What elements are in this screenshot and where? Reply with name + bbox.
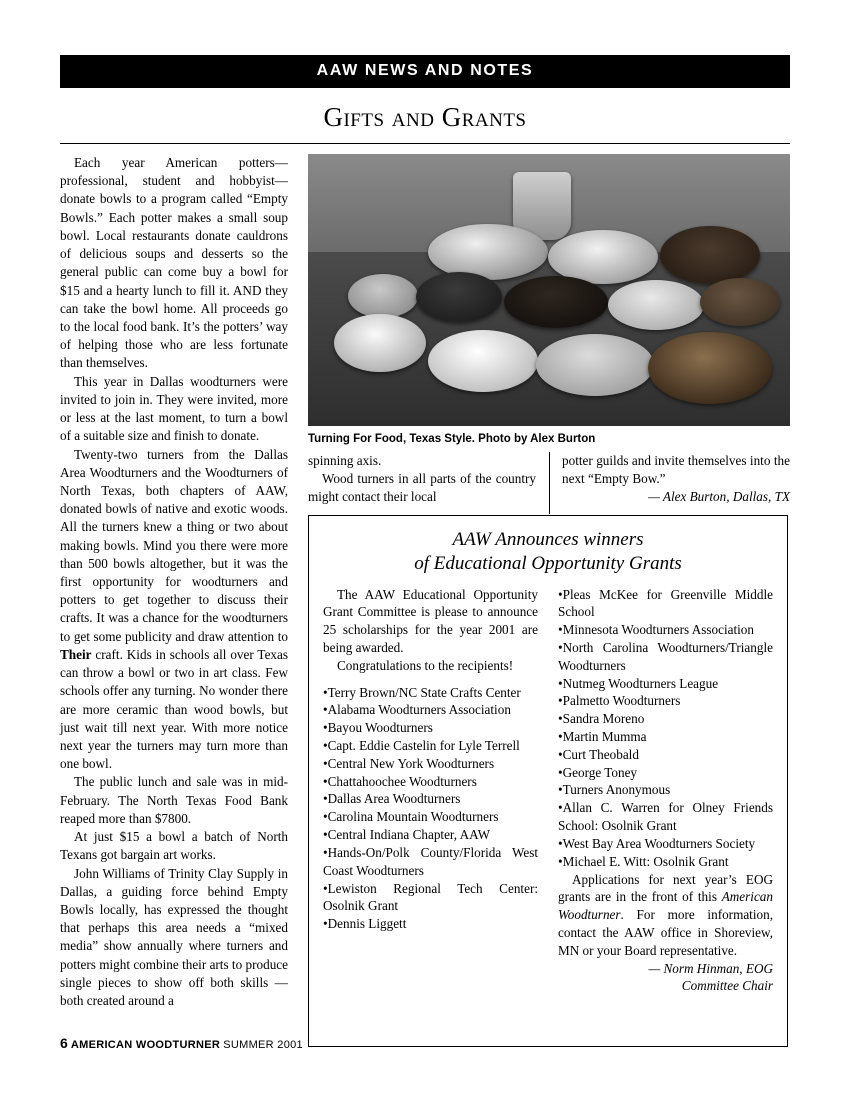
recipient-name: Capt. Eddie Castelin for Lyle Terrell	[327, 738, 520, 753]
recipient-name: Sandra Moreno	[562, 711, 645, 727]
recipient-name: Nutmeg Woodturners League	[562, 675, 719, 691]
bowls-photo	[308, 154, 790, 426]
masthead-bar	[60, 55, 790, 88]
continuation-text: potter guilds and invite themselves into the next “Empty Bow.”	[562, 453, 790, 487]
eog-closing-part2: . For more information, contact the AAW office in Shoreview, MN or your Board representative.	[558, 907, 773, 958]
recipient-item: •Terry Brown/NC State Crafts Center	[323, 684, 521, 700]
recipient-name: Chattahoochee Woodturners	[327, 773, 477, 789]
recipient-item: •Pleas McKee for Greenville Middle School	[558, 586, 773, 620]
continuation-left	[308, 452, 536, 507]
recipient-name: North Carolina Woodturners/Triangle Woodturners	[558, 639, 773, 673]
article-byline: — Alex Burton, Dallas, TX	[648, 489, 790, 505]
issue-label: SUMMER 2001	[223, 1039, 303, 1051]
page-content	[60, 55, 790, 1009]
recipient-item: •West Bay Area Woodturners Society	[558, 835, 756, 851]
bowl-shape	[428, 224, 548, 280]
page-number: 6	[60, 1035, 68, 1051]
article-paragraph: The public lunch and sale was in mid-February. The North Texas Food Bank reaped more than $7800.	[60, 774, 288, 826]
recipient-item: •Dennis Liggett	[323, 916, 407, 932]
recipient-item: •Bayou Woodturners	[323, 720, 433, 736]
spacer	[323, 675, 538, 684]
eog-byline-line2: Committee Chair	[681, 978, 773, 994]
recipient-item: •Minnesota Woodturners Association	[558, 622, 754, 638]
bowl-shape	[504, 276, 608, 328]
page-title: Gifts and Grants	[323, 102, 527, 132]
recipient-name: Minnesota Woodturners Association	[562, 622, 754, 638]
continuation-right	[562, 452, 790, 507]
recipient-name: Bayou Woodturners	[327, 720, 433, 736]
recipient-item: •Capt. Eddie Castelin for Lyle Terrell	[323, 738, 520, 753]
article-paragraph-with-emphasis	[60, 446, 288, 774]
recipient-item: •Martin Mumma	[558, 729, 647, 744]
recipient-item: •Michael E. Witt: Osolnik Grant	[558, 853, 729, 869]
recipient-item: •Carolina Mountain Woodturners	[323, 809, 499, 825]
bowl-shape	[660, 226, 760, 284]
recipient-name: Hands-On/Polk County/Florida West Coast Woodturners	[323, 844, 538, 878]
recipient-item: •George Toney	[558, 764, 638, 780]
masthead-title: AAW NEWS AND NOTES	[316, 62, 534, 79]
photo-caption: Turning For Food, Texas Style. Photo by Alex Burton	[308, 433, 596, 445]
recipient-name: Terry Brown/NC State Crafts Center	[327, 684, 521, 700]
paragraph-tail: craft. Kids in schools all over Texas can throw a bowl or two in art class. Few schools offer any turning. No wonder there are more ceramic than wood bowls, but just wait till next year. With more notice next year the turners may turn more than one bowl.	[60, 646, 288, 772]
title-divider	[60, 143, 790, 144]
eog-byline-line1: — Norm Hinman, EOG	[648, 960, 773, 976]
article-right-area	[308, 154, 790, 518]
recipient-item: •Turners Anonymous	[558, 782, 671, 798]
recipient-item: •Lewiston Regional Tech Center: Osolnik Grant	[323, 880, 538, 914]
emphasis-word: Their	[60, 646, 92, 662]
recipient-name: Central New York Woodturners	[327, 755, 495, 771]
recipient-name: Michael E. Witt: Osolnik Grant	[562, 853, 729, 869]
eog-title-line2: of Educational Opportunity Grants	[414, 552, 682, 574]
article-paragraph: Each year American potters—professional, student and hobbyist—donate bowls to a program called “Empty Bowls.” Each potter makes a small soup bowl. Local restaurants donate cauldrons of delicious soups and desserts so the general public can come buy a bowl for $15 and a hearty lunch to fill it. AND they can take the bowl home. All proceeds go to the local food bank. It’s the potters’ way of helping those who are less fortunate than themselves.	[60, 155, 288, 371]
eog-congrats: Congratulations to the recipients!	[337, 657, 514, 673]
recipient-item: •Dallas Area Woodturners	[323, 791, 461, 807]
recipient-item: •Alabama Woodturners Association	[323, 702, 511, 718]
article-paragraph: At just $15 a bowl a batch of North Texans got bargain art works.	[60, 829, 288, 863]
column-divider	[549, 452, 550, 514]
recipient-item: •Sandra Moreno	[558, 711, 645, 727]
bowl-shape	[348, 274, 418, 318]
recipient-name: Dennis Liggett	[327, 916, 407, 932]
bowl-shape	[608, 280, 704, 330]
eog-box-title	[323, 528, 773, 576]
recipient-item: •North Carolina Woodturners/Triangle Woodturners	[558, 639, 773, 673]
eog-announcement-box	[308, 515, 788, 1047]
bowl-shape	[428, 330, 538, 392]
recipient-name: Carolina Mountain Woodturners	[327, 809, 499, 825]
recipient-item: •Hands-On/Polk County/Florida West Coast Woodturners	[323, 844, 538, 878]
continuation-text: spinning axis.	[308, 453, 382, 468]
recipient-name: Alabama Woodturners Association	[327, 702, 511, 718]
recipient-item: •Palmetto Woodturners	[558, 693, 681, 709]
bowl-shape	[700, 278, 780, 326]
paragraph-text: Twenty-two turners from the Dallas Area Woodturners and the Woodturners of North Texas, both chapters of AAW, donated bowls of native and exotic woods. All the turners knew a thing or two about making bowls. Mind you there were more than 500 bowls altogether, but it was the first opportunity for woodturners and potters to get together to discuss their crafts. It was a chance for the woodturners to get some publicity and draw attention to	[60, 446, 288, 644]
article-left-column	[60, 154, 288, 1010]
bowl-shape	[536, 334, 654, 396]
recipient-name: Turners Anonymous	[562, 782, 671, 798]
eog-title-line1: AAW Announces winners	[452, 529, 644, 550]
eog-columns	[323, 586, 773, 1036]
recipient-name: Palmetto Woodturners	[562, 693, 681, 709]
recipient-item: •Allan C. Warren for Olney Friends School: Osolnik Grant	[558, 800, 773, 834]
magazine-title: AMERICAN WOODTURNER	[70, 1039, 221, 1051]
magazine-name: American Woodturner	[558, 889, 773, 923]
eog-intro: The AAW Educational Opportunity Grant Committee is please to announce 25 scholarships for the year 2001 are being awarded.	[323, 586, 538, 655]
recipient-name: Curt Theobald	[562, 746, 639, 762]
recipient-item: •Curt Theobald	[558, 746, 639, 762]
eog-closing-part1: Applications for next year’s EOG grants are in the front of this	[558, 871, 773, 905]
recipient-item: •Nutmeg Woodturners League	[558, 675, 719, 691]
recipient-name: Dallas Area Woodturners	[327, 791, 461, 807]
recipient-name: West Bay Area Woodturners Society	[562, 835, 756, 851]
article-paragraph: John Williams of Trinity Clay Supply in Dallas, a guiding force behind Empty Bowls locally, has expressed the thought that perhaps this area needs a “mixed media” show annually where turners and potters might combine their arts to produce single pieces to show off both skills — both created around a	[60, 865, 288, 1009]
eog-right-column	[558, 586, 773, 996]
article-paragraph: This year in Dallas woodturners were invited to join in. They were invited, more or less at the last moment, to turn a bowl of a suitable size and finish to donate.	[60, 373, 288, 444]
recipient-item: •Central New York Woodturners	[323, 755, 495, 771]
recipient-name: Lewiston Regional Tech Center: Osolnik Grant	[323, 880, 538, 914]
recipient-name: George Toney	[562, 764, 638, 780]
recipient-name: Allan C. Warren for Olney Friends School: Osolnik Grant	[558, 800, 773, 834]
recipient-name: Pleas McKee for Greenville Middle School	[558, 586, 773, 620]
page-footer	[60, 1035, 303, 1051]
eog-left-column	[323, 586, 538, 933]
recipient-item: •Central Indiana Chapter, AAW	[323, 827, 491, 843]
eog-closing	[558, 871, 773, 960]
continuation-columns	[308, 452, 790, 518]
bowl-shape	[648, 332, 772, 404]
bowl-shape	[416, 272, 502, 322]
continuation-text: Wood turners in all parts of the country might contact their local	[308, 471, 536, 505]
recipient-item: •Chattahoochee Woodturners	[323, 773, 477, 789]
recipient-name: Central Indiana Chapter, AAW	[327, 827, 491, 843]
recipient-name: Martin Mumma	[562, 729, 647, 744]
bowl-shape	[334, 314, 426, 372]
